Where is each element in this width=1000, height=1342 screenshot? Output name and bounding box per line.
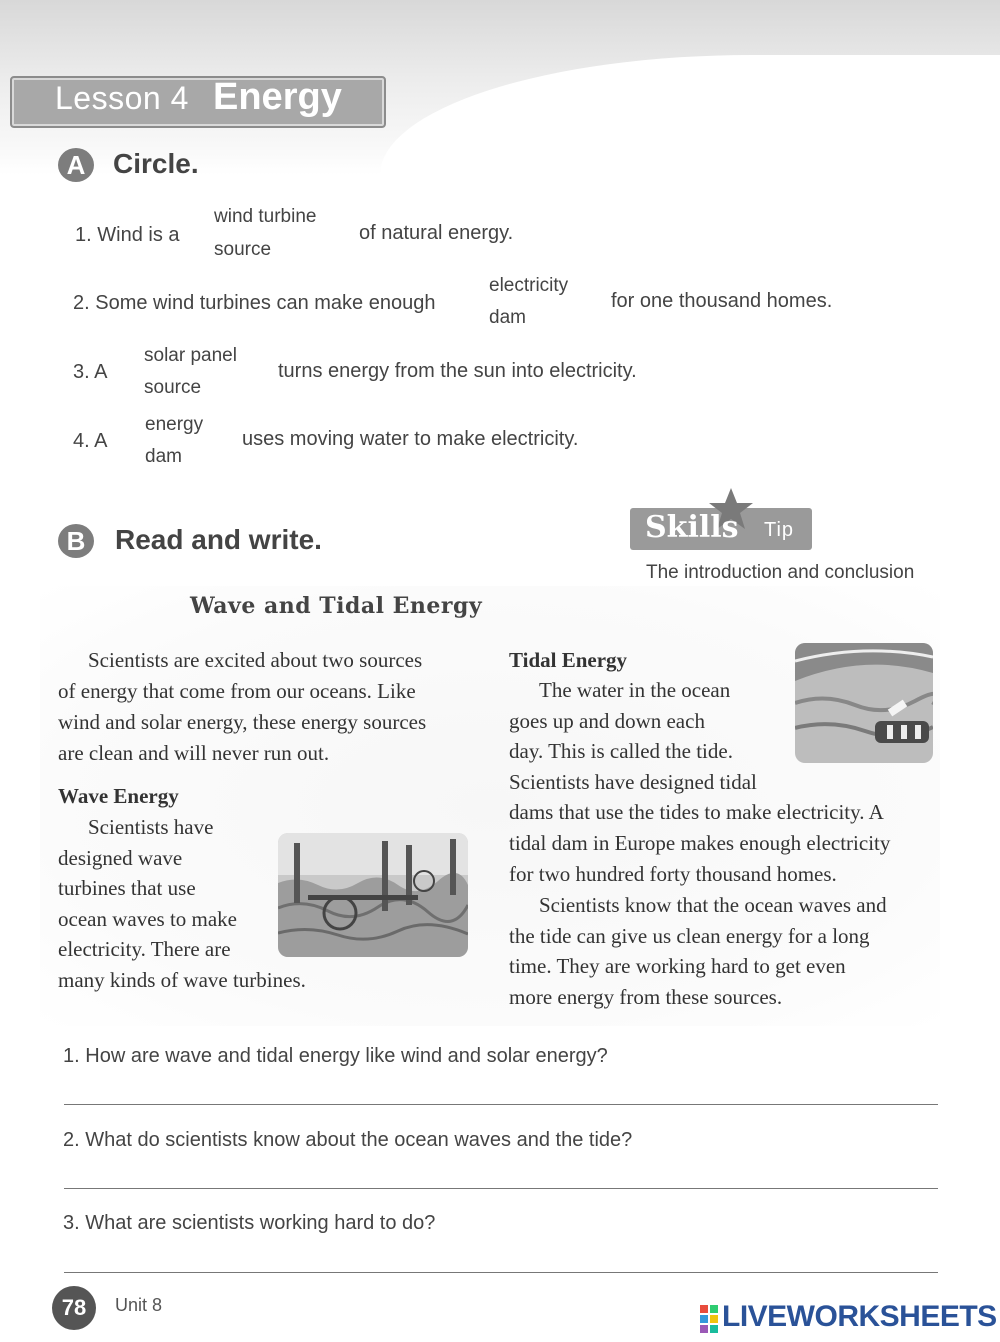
circle-question-3 [73, 361, 107, 384]
tidal-line: day. This is called the tide. [509, 739, 733, 763]
circle-question-4 [73, 430, 107, 453]
wave-energy-heading: Wave Energy [58, 784, 179, 808]
option-choice[interactable]: source [144, 377, 202, 398]
section-a-badge: A [58, 148, 94, 182]
lesson-title: Energy [213, 76, 342, 118]
option-choice[interactable]: source [214, 239, 272, 260]
option-choice[interactable]: electricity [489, 275, 569, 296]
question-text-before: Some wind turbines can make enough [95, 292, 436, 314]
section-a-title: Circle. [113, 148, 199, 179]
tidal-line: Scientists know that the ocean waves and [539, 893, 887, 917]
question-text: How are wave and tidal energy like wind and solar energy? [85, 1045, 608, 1067]
wave-turbine-image [278, 833, 468, 957]
intro-line: Scientists are excited about two sources [88, 648, 423, 672]
tip-label: Tip [764, 519, 795, 541]
question-number: 3. [73, 361, 90, 383]
question-text-before: A [94, 361, 108, 383]
option-choice[interactable]: energy [145, 414, 204, 435]
tidal-line: tidal dam in Europe makes enough electricity [509, 831, 891, 855]
tidal-line: The water in the ocean [539, 678, 731, 702]
wave-line: ocean waves to make [58, 907, 238, 931]
liveworksheets-brand: LIVEWORKSHEETS [722, 1300, 997, 1333]
circle-question-1 [75, 224, 180, 247]
option-choice[interactable]: wind turbine [214, 206, 317, 227]
wave-line: electricity. There are [58, 937, 231, 961]
question-number: 4. [73, 430, 90, 452]
question-text-after: uses moving water to make electricity. [242, 428, 579, 450]
reading-title: Wave and Tidal Energy [190, 593, 483, 619]
question-number: 3. [63, 1212, 80, 1234]
write-question-2 [63, 1129, 632, 1152]
answer-line-2[interactable] [64, 1188, 938, 1189]
answer-line-1[interactable] [64, 1104, 938, 1105]
option-choice[interactable]: dam [489, 307, 526, 328]
tidal-line: more energy from these sources. [509, 985, 783, 1009]
question-text-after: of natural energy. [359, 222, 514, 244]
option-choice[interactable]: solar panel [144, 345, 237, 366]
intro-line: are clean and will never run out. [58, 741, 330, 765]
tidal-line: Scientists have designed tidal [509, 770, 757, 794]
wave-line: designed wave [58, 846, 183, 870]
question-text: What are scientists working hard to do? [85, 1212, 436, 1234]
liveworksheets-logo-icon [700, 1305, 718, 1333]
lesson-label: Lesson 4 [55, 80, 189, 116]
section-b-badge: B [58, 524, 94, 558]
tidal-energy-heading: Tidal Energy [509, 648, 628, 672]
write-question-1 [63, 1045, 608, 1068]
question-number: 2. [63, 1129, 80, 1151]
intro-line: wind and solar energy, these energy sources [58, 710, 427, 734]
page-number: 78 [52, 1286, 96, 1330]
question-text-before: A [94, 430, 108, 452]
option-choice[interactable]: dam [145, 446, 182, 467]
question-text-after: for one thousand homes. [611, 290, 833, 312]
intro-line: of energy that come from our oceans. Like [58, 679, 416, 703]
section-b-title: Read and write. [115, 524, 322, 555]
question-text: What do scientists know about the ocean waves and the tide? [85, 1129, 633, 1151]
tidal-line: time. They are working hard to get even [509, 954, 846, 978]
question-text-before: Wind is a [97, 224, 180, 246]
unit-label: Unit 8 [115, 1295, 163, 1315]
skills-label: Skills [645, 510, 739, 545]
wave-line: many kinds of wave turbines. [58, 968, 306, 992]
circle-question-2 [73, 292, 435, 315]
tidal-line: for two hundred forty thousand homes. [509, 862, 837, 886]
question-number: 1. [75, 224, 92, 246]
question-number: 1. [63, 1045, 80, 1067]
question-number: 2. [73, 292, 90, 314]
tidal-line: goes up and down each [509, 709, 705, 733]
skills-tip-line: The introduction and conclusion [646, 562, 915, 583]
answer-line-3[interactable] [64, 1272, 938, 1273]
wave-line: Scientists have [88, 815, 214, 839]
wave-line: turbines that use [58, 876, 196, 900]
tidal-dam-image [795, 643, 933, 763]
tidal-line: the tide can give us clean energy for a long [509, 924, 870, 948]
tidal-line: dams that use the tides to make electricity. A [509, 800, 884, 824]
write-question-3 [63, 1212, 435, 1235]
question-text-after: turns energy from the sun into electricity. [278, 360, 637, 382]
